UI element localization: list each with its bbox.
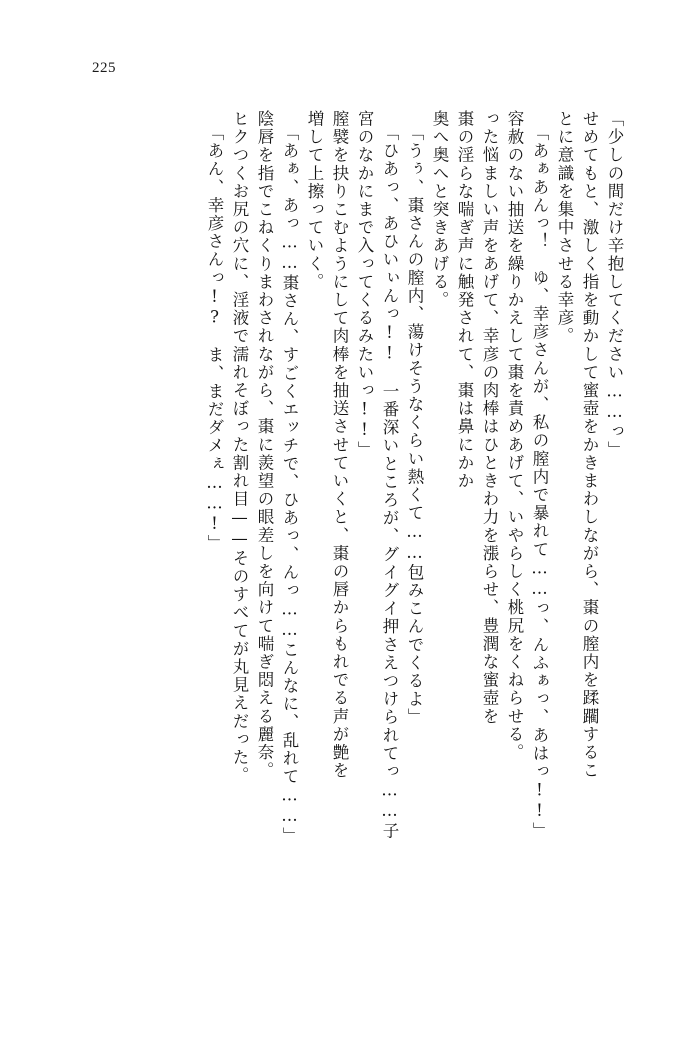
- text-column: 「あぁ、あっ……棗さん、すごくエッチで、ひあっ、んっ……こんなに、乱れて……」: [280, 124, 299, 845]
- text-column: 奥へ奥へと突きあげる。: [430, 110, 449, 310]
- text-column: 「うぅ、棗さんの膣内、蕩けそうなくらい熱くて……包みこんでくるよ」: [405, 124, 424, 727]
- text-column: 棗の淫らな喘ぎ声に触発されて、棗は鼻にかか: [455, 110, 474, 491]
- text-column: 「あぁあんっ！ ゆ、幸彦さんが、私の膣内で暴れて……っ、んふぁっ、あはっ!!」: [530, 124, 549, 840]
- text-column: 「あん、幸彦さんっ!? ま、まだダメぇ……!」: [205, 124, 224, 553]
- text-column: 陰唇を指でこねくりまわされながら、棗に羨望の眼差しを向けて喘ぎ悶える麗奈。: [255, 110, 274, 780]
- text-column: ヒクつくお尻の穴に、淫液で濡れそぼった割れ目——そのすべてが丸見えだった。: [230, 110, 249, 785]
- page-number: 225: [92, 60, 116, 76]
- text-column: った悩ましい声をあげて、幸彦の肉棒はひときわ力を漲らせ、豊潤な蜜壺を: [480, 110, 499, 726]
- text-column: とに意識を集中させる幸彦。: [555, 110, 574, 346]
- text-column: 膣襞を抉りこむようにして肉棒を抽送させていくと、棗の唇からもれでる声が艶を: [330, 110, 349, 780]
- text-column: 「ひあっ、あひいぃんっ!! 一番深いところが、グイグイ押さえつけられてっ……子: [380, 124, 399, 840]
- text-column: 宮のなかにまで入ってくるみたいっ!!」: [355, 110, 374, 459]
- text-column: せめてもと、激しく指を動かして蜜壺をかきまわしながら、棗の膣内を蹂躙するこ: [580, 110, 599, 780]
- text-column: 容赦のない抽送を繰りかえして棗を責めあげて、いやらしく桃尻をくねらせる。: [505, 110, 524, 762]
- text-column: 「少しの間だけ辛抱してください……っ」: [605, 110, 624, 459]
- text-column: 増して上擦っていく。: [305, 110, 324, 291]
- vertical-text-body: [82, 110, 622, 950]
